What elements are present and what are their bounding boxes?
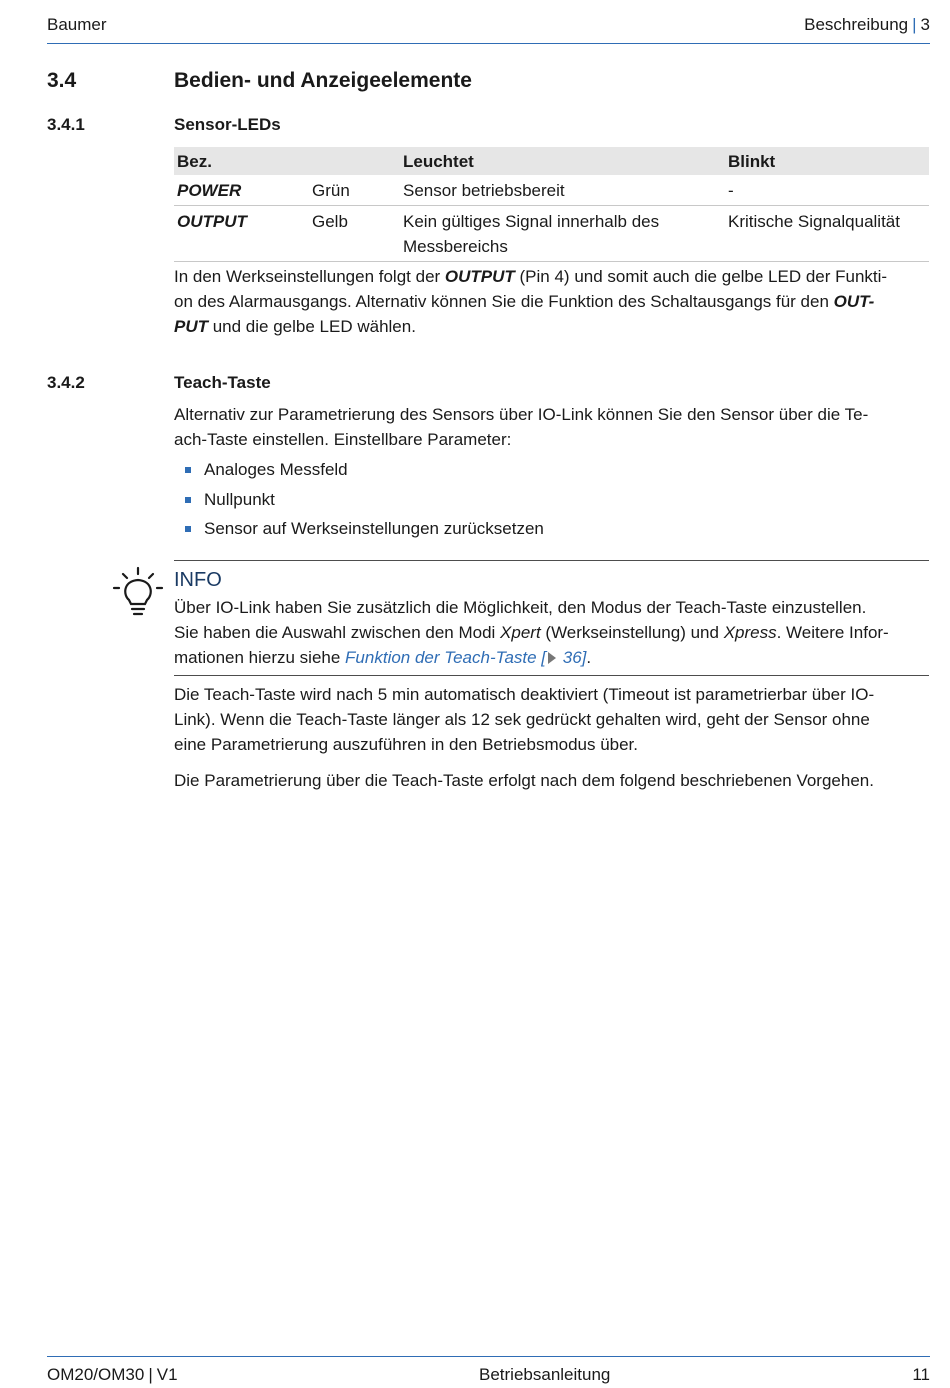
header-brand: Baumer [47,15,107,34]
page-footer [47,1356,930,1388]
table-row [174,175,929,206]
footer-separator: | [148,1365,153,1384]
col-header-bez: Bez. [174,147,309,175]
list-item [174,516,929,546]
bullet-icon [185,497,191,503]
footer-document [47,1364,178,1386]
subsection-number-leds: 3.4.1 [47,115,85,134]
list-item-text: Sensor auf Werkseinstellungen zurücksetzen [204,519,544,538]
text: . Weitere Infor- [776,623,889,642]
text: Die Parametrierung über die Teach-Taste erfolgt nach dem folgend beschriebenen Vorgehen. [174,771,874,790]
info-text [174,595,929,670]
led-leuchtet: Sensor betriebsbereit [400,175,725,206]
text: mationen hierzu siehe [174,648,346,667]
led-table-header [174,147,929,175]
bullet-icon [185,467,191,473]
led-table [174,147,929,262]
col-header-blinkt: Blinkt [725,147,929,175]
info-top-rule [174,560,929,561]
footer-doc-type: Betriebsanleitung [479,1365,611,1384]
subsection-title-teach: Teach-Taste [174,373,271,392]
parameter-list [174,457,929,546]
led-name: OUTPUT [174,206,309,262]
term-output: OUTPUT [444,267,515,286]
bullet-icon [185,526,191,532]
list-item [174,487,929,517]
mode-xpert: Xpert [500,623,541,642]
timeout-paragraph [174,682,929,757]
section-number: 3.4 [47,69,77,92]
led-color: Grün [309,175,400,206]
text: Über IO-Link haben Sie zusätzlich die Möglichkeit, den Modus der Teach-Taste einzustellen. [174,598,867,617]
subsection-title-leds: Sensor-LEDs [174,115,281,134]
page-header [47,14,930,44]
term-output: PUT [174,317,208,336]
text: (Pin 4) und somit auch die gelbe LED der Funkti- [514,267,888,286]
col-header-leuchtet: Leuchtet [400,147,725,175]
text: Alternativ zur Parametrierung des Sensors über IO-Link können Sie den Sensor über die Te- [174,405,869,424]
list-item [174,457,929,487]
led-leuchtet: Kein gültiges Signal innerhalb des Messbereichs [400,206,725,262]
parameter-list-container [174,457,929,546]
link-text: Funktion der Teach-Taste [ [345,648,547,667]
footer-version: V1 [156,1365,178,1384]
header-chapter-title: Beschreibung [804,15,909,34]
info-bottom-rule [174,675,929,676]
page-number: 11 [912,1365,930,1384]
section-title: Bedien- und Anzeigeelemente [174,69,472,92]
led-color: Gelb [309,206,400,262]
text: on des Alarmausgangs. Alternativ können Sie die Funktion des Schaltausgangs für den [174,292,834,311]
led-name: POWER [174,175,309,206]
subsection-number-teach: 3.4.2 [47,373,85,392]
link-page: 36] [558,648,587,667]
text: . [586,648,592,667]
teach-function-link[interactable] [345,648,586,667]
list-item-text: Analoges Messfeld [204,460,348,479]
teach-intro-paragraph [174,402,929,452]
text: Link). Wenn die Teach-Taste länger als 12 sek gedrückt gehalten wird, geht der Sensor ohne [174,710,870,729]
page-arrow-icon [548,652,556,664]
term-output: OUT- [833,292,875,311]
header-chapter [804,14,930,36]
lightbulb-icon [112,566,164,618]
led-blinkt: Kritische Signalqualität [725,206,929,262]
header-separator: | [912,15,917,34]
text: ach-Taste einstellen. Einstellbare Parameter: [174,430,512,449]
info-title: INFO [174,569,222,591]
text: In den Werkseinstellungen folgt der [174,267,445,286]
col-header-color [309,147,400,175]
mode-xpress: Xpress [723,623,777,642]
text: und die gelbe LED wählen. [208,317,416,336]
led-blinkt: - [725,175,929,206]
procedure-paragraph [174,768,929,793]
text: eine Parametrierung auszuführen in den Betriebsmodus über. [174,735,639,754]
header-chapter-number: 3 [920,15,930,34]
text: (Werkseinstellung) und [540,623,724,642]
text: Die Teach-Taste wird nach 5 min automatisch deaktiviert (Timeout ist parametrierbar über IO- [174,685,875,704]
led-note-paragraph [174,264,929,339]
footer-doc-name: OM20/OM30 [47,1365,145,1384]
text: Sie haben die Auswahl zwischen den Modi [174,623,501,642]
list-item-text: Nullpunkt [204,489,275,509]
table-row [174,206,929,262]
